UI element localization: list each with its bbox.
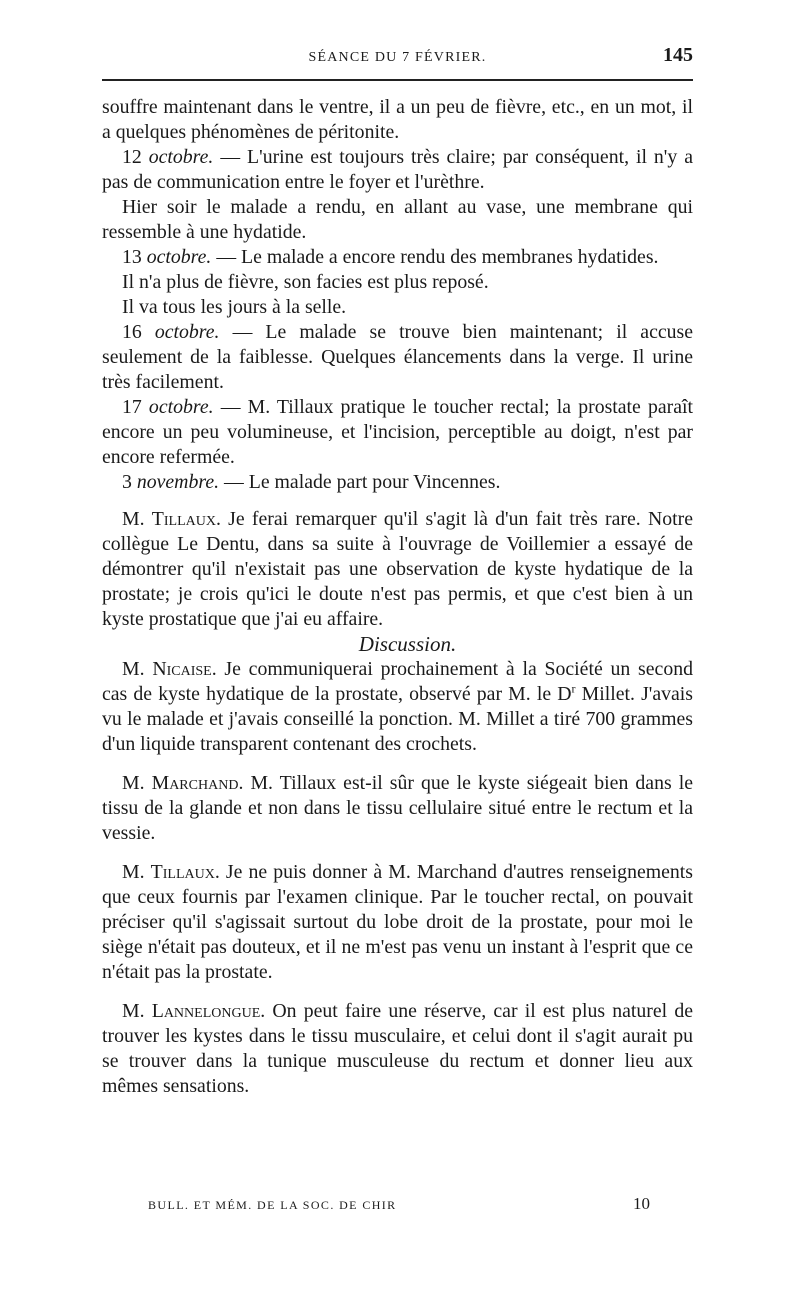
speaker-prefix: M.: [122, 861, 151, 883]
date-day: 3: [122, 471, 132, 493]
page-footer: [148, 1194, 650, 1218]
paragraph-text: — Le malade a encore rendu des membranes hydatides.: [211, 246, 659, 268]
page-number: 145: [663, 44, 693, 66]
speaker-paragraph-tillaux-reply: [102, 860, 693, 985]
running-head: SÉANCE DU 7 FÉVRIER.: [308, 50, 487, 65]
date-month: novembre.: [136, 471, 220, 493]
page-header: [102, 44, 693, 74]
date-day: 17: [122, 396, 142, 418]
paragraph-text: . Je ferai remarquer qu'il s'agit là d'un fait très rare. Notre collègue Le Dentu, dans sa suite à l'ouvrage de Voillemier a essayé de démontrer qu'il n'existait pas une observation de kyste hydatique de la prostate; je crois qu'ici le doute n'est pas permis, et que c'est bien à un kyste prostatique que j'ai eu affaire.: [102, 508, 693, 630]
paragraph-oct-17: [102, 395, 693, 470]
date-month: octobre.: [154, 321, 220, 343]
date-month: octobre.: [146, 246, 212, 268]
speaker-prefix: M.: [122, 772, 152, 794]
date-day: 12: [122, 146, 142, 168]
body-text: [102, 95, 693, 1099]
speaker-name: Nicaise: [152, 658, 212, 680]
paragraph-text: — Le malade se trouve bien maintenant; il accuse seulement de la faiblesse. Quelques élancements dans la verge. Il urine très facilement.: [102, 321, 693, 393]
superscript: r: [571, 681, 576, 696]
speaker-name: Marchand: [151, 772, 239, 794]
paragraph-nov-3: [102, 470, 693, 495]
paragraph: Hier soir le malade a rendu, en allant au vase, une membrane qui ressemble à une hydatide.: [102, 196, 693, 243]
speaker-name: Lannelongue: [151, 1000, 261, 1022]
paragraph-oct-13: [102, 245, 693, 270]
paragraph-text: . Je ne puis donner à M. Marchand d'autres renseignements que ceux fournis par l'examen clinique. Par le toucher rectal, on pouvait préciser qu'il s'agissait surtout du lobe droit de la prostate, pour moi le siège n'était pas douteux, et il ne m'est pas venu un instant à l'esprit que ce n'était pas la prostate.: [102, 861, 693, 983]
paragraph-text: — L'urine est toujours très claire; par conséquent, il n'y a pas de communication entre le foyer et l'urèthre.: [102, 146, 693, 193]
paragraph: Il n'a plus de fièvre, son facies est plus reposé.: [122, 271, 489, 293]
paragraph-oct-12: [102, 145, 693, 195]
date-month: octobre.: [148, 396, 214, 418]
header-rule: [102, 79, 693, 81]
paragraph-text: . Je communiquerai prochainement à la Société un second cas de kyste hydatique de la prostate, observé par M. le D: [102, 658, 693, 705]
speaker-prefix: M.: [122, 508, 152, 530]
speaker-paragraph-tillaux: [102, 507, 693, 632]
date-day: 16: [122, 321, 142, 343]
paragraph-text: — M. Tillaux pratique le toucher rectal; la prostate paraît encore un peu volumineuse, et l'incision, perceptible au doigt, n'est par encore refermée.: [102, 396, 693, 468]
paragraph-text: . M. Tillaux est-il sûr que le kyste siégeait bien dans le tissu de la glande et non dans le tissu cellulaire situé entre le rectum et la vessie.: [102, 772, 693, 844]
speaker-paragraph-marchand: [102, 771, 693, 846]
date-day: 13: [122, 246, 142, 268]
paragraph-oct-16: [102, 320, 693, 395]
paragraph-text: Millet. J'avais vu le malade et j'avais conseillé la ponction. M. Millet a tiré 700 grammes d'un liquide transparent contenant des crochets.: [102, 683, 693, 755]
date-month: octobre.: [148, 146, 214, 168]
speaker-prefix: M.: [122, 1000, 152, 1022]
section-heading: Discussion.: [358, 632, 457, 656]
speaker-paragraph-lannelongue: [102, 999, 693, 1099]
signature-mark: 10: [633, 1194, 650, 1213]
speaker-name: Tillaux: [150, 861, 215, 883]
footer-text: BULL. ET MÉM. DE LA SOC. DE CHIR: [148, 1198, 397, 1212]
paragraph: souffre maintenant dans le ventre, il a un peu de fièvre, etc., en un mot, il a quelques phénomènes de péritonite.: [102, 96, 693, 143]
paragraph-text: . On peut faire une réserve, car il est plus naturel de trouver les kystes dans le tissu musculaire, et celui dont il s'agit aurait pu se trouver dans la tunique musculeuse du rectum et donner lieu aux mêmes sensations.: [102, 1000, 693, 1097]
speaker-name: Tillaux: [151, 508, 216, 530]
paragraph: Il va tous les jours à la selle.: [122, 296, 347, 318]
speaker-paragraph-nicaise: [102, 657, 693, 757]
paragraph-text: — Le malade part pour Vincennes.: [219, 471, 501, 493]
speaker-prefix: M.: [122, 658, 153, 680]
